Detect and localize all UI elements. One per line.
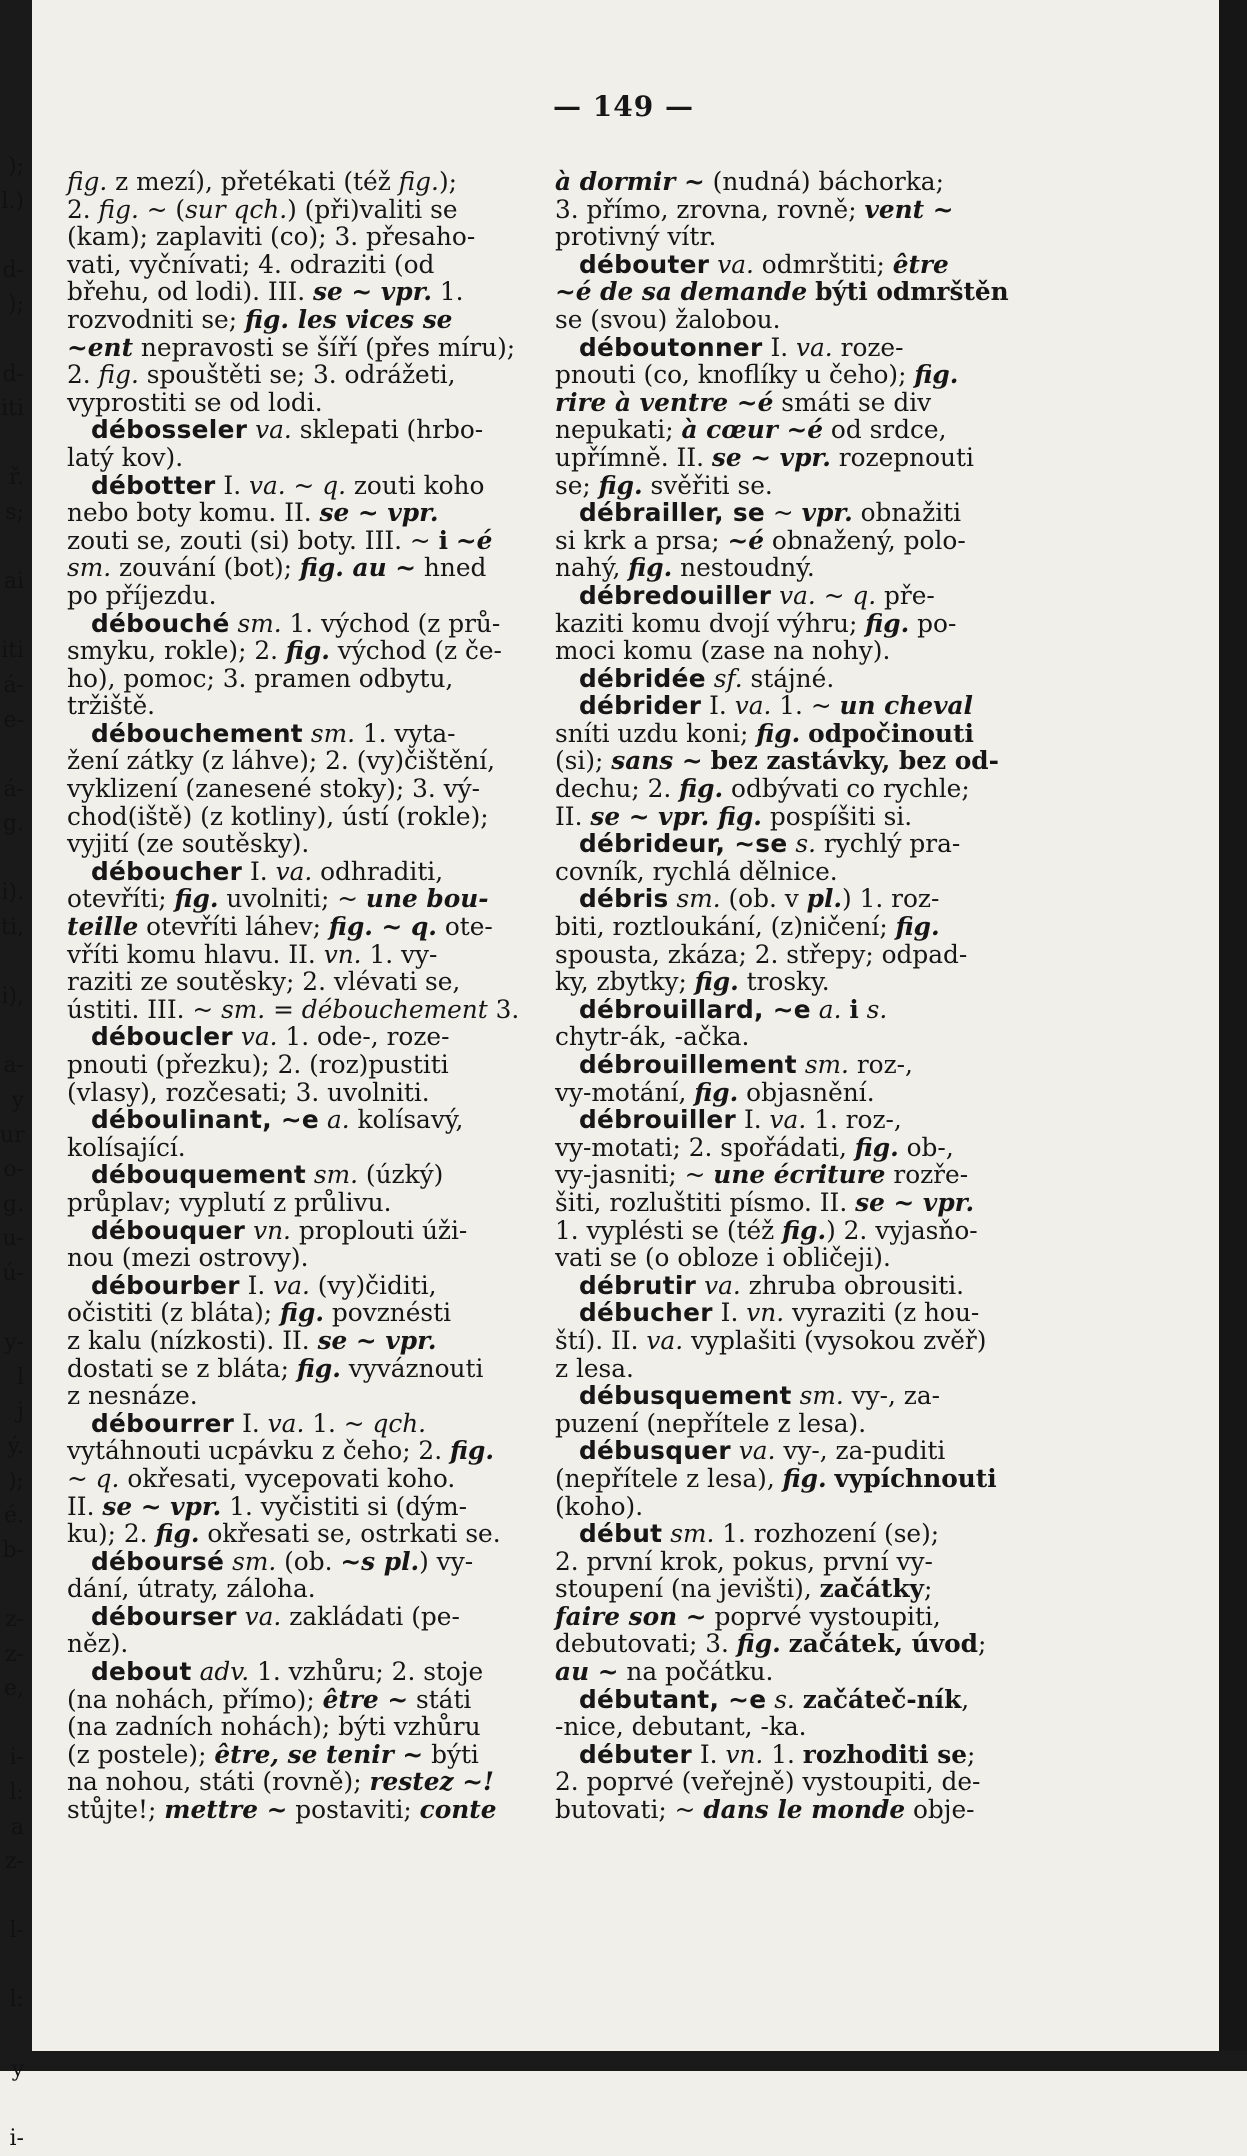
dictionary-line: II. se ~ vpr. 1. vyčistiti si (dým- (67, 1491, 467, 1521)
dictionary-line: z nesnáze. (67, 1381, 198, 1411)
dictionary-line: débucher I. vn. vyraziti (z hou- (579, 1298, 980, 1328)
dictionary-line: débrailler, se ~ vpr. obnažiti (579, 498, 962, 528)
dictionary-line: pnouti (co, knoflíky u čeho); fig. (555, 360, 959, 390)
prev-page-line: i), (1, 984, 24, 1010)
dictionary-line: nebo boty komu. II. se ~ vpr. (67, 498, 439, 528)
dictionary-line: débutant, ~e s. začáteč-ník, (579, 1684, 970, 1714)
prev-page-line: a- (3, 1053, 24, 1079)
prev-page-line: z- (4, 1641, 24, 1667)
dictionary-line: břehu, od lodi). III. se ~ vpr. 1. (67, 277, 464, 307)
prev-page-line: l (16, 1364, 24, 1390)
dictionary-line: débourrer I. va. 1. ~ qch. (91, 1408, 427, 1438)
dictionary-line: ští). II. va. vyplašiti (vysokou zvěř) (555, 1325, 987, 1355)
prev-page-line: ); (8, 1468, 24, 1494)
dictionary-line: debutovati; 3. fig. začátek, úvod; (555, 1629, 987, 1659)
prev-page-line: j (17, 1399, 24, 1425)
dictionary-line: ho), pomoc; 3. pramen odbytu, (67, 663, 454, 693)
dictionary-line: vy-motati; 2. spořádati, fig. ob-, (555, 1132, 954, 1162)
dictionary-line: débouchement sm. 1. vyta- (91, 718, 456, 748)
dictionary-line: puzení (nepřítele z lesa). (555, 1408, 867, 1438)
dictionary-line: nou (mezi ostrovy). (67, 1243, 309, 1273)
prev-page-line (0, 427, 24, 462)
prev-page-line: e, (3, 1676, 24, 1702)
dictionary-line: vyjití (ze soutěsky). (67, 829, 310, 859)
prev-page-line: l: (9, 1779, 24, 1805)
prev-page-line: b- (2, 1537, 24, 1563)
prev-page-line (0, 946, 24, 981)
dictionary-line: 2. první krok, pokus, první vy- (555, 1546, 933, 1576)
dictionary-line: débrouiller I. va. 1. roz-, (579, 1105, 902, 1135)
dictionary-line: (si); sans ~ bez zastávky, bez od- (555, 746, 999, 776)
prev-page-line: y (11, 1088, 24, 1114)
dictionary-line: II. se ~ vpr. fig. pospíšiti si. (555, 801, 913, 831)
dictionary-line: déboucler va. 1. ode-, roze- (91, 1022, 450, 1052)
prev-page-line: ); (8, 292, 24, 318)
dictionary-line: débris sm. (ob. v pl.) 1. roz- (579, 884, 940, 914)
dictionary-line: ústiti. III. ~ sm. = débouchement 3. (67, 994, 520, 1024)
dictionary-line: 2. fig. ~ (sur qch.) (při)valiti se (67, 194, 458, 224)
dictionary-line: ky, zbytky; fig. trosky. (555, 967, 830, 997)
dictionary-line: z kalu (nízkosti). II. se ~ vpr. (67, 1325, 437, 1355)
prev-page-line (0, 1949, 24, 1984)
dictionary-line: dechu; 2. fig. odbývati co rychle; (555, 774, 970, 804)
dictionary-line: butovati; ~ dans le monde obje- (555, 1795, 975, 1825)
dictionary-line: teille otevříti láhev; fig. ~ q. ote- (67, 912, 493, 942)
prev-page-line (0, 1292, 24, 1327)
dictionary-line: rire à ventre ~é smáti se div (555, 387, 932, 417)
previous-page-fragment (0, 150, 25, 2151)
prev-page-line: ú- (2, 1261, 24, 1286)
page-number: — 149 — (553, 90, 694, 123)
bottom-page-edge (0, 2051, 1247, 2071)
dictionary-line: covník, rychlá dělnice. (555, 856, 838, 886)
dictionary-line: débredouiller va. ~ q. pře- (579, 580, 935, 610)
dictionary-line: smyku, rokle); 2. fig. východ (z če- (67, 636, 502, 666)
prev-page-line: a (10, 1814, 24, 1840)
prev-page-line: l.) (1, 188, 24, 214)
dictionary-line: tržiště. (67, 691, 156, 721)
dictionary-line: à dormir ~ (nudná) báchorka; (555, 167, 944, 196)
dictionary-line: (koho). (555, 1491, 644, 1521)
dictionary-line: pnouti (přezku); 2. (roz)pustiti (67, 1050, 449, 1079)
dictionary-line: déboucher I. va. odhraditi, (91, 856, 444, 886)
dictionary-line: moci komu (zase na nohy). (555, 636, 891, 666)
dictionary-line: kolísající. (67, 1132, 186, 1162)
prev-page-line (0, 1880, 24, 1915)
dictionary-line: biti, roztloukání, (z)ničení; fig. (555, 912, 940, 942)
dictionary-line: débusquement sm. vy-, za- (579, 1381, 941, 1411)
prev-page-line: u- (2, 1226, 24, 1252)
prev-page-line: o- (3, 1157, 24, 1183)
dictionary-line: (kam); zaplaviti (co); 3. přesaho- (67, 222, 476, 252)
dictionary-line: vati, vyčnívati; 4. odraziti (od (67, 249, 435, 279)
prev-page-line: ř. (8, 465, 24, 491)
dictionary-line: débusquer va. vy-, za-puditi (579, 1436, 946, 1466)
prev-page-line: iti (1, 396, 24, 422)
prev-page-line (0, 219, 24, 254)
dictionary-line: dání, útraty, záloha. (67, 1574, 316, 1604)
dictionary-line: 1. vyplésti se (též fig.) 2. vyjasňo- (555, 1215, 978, 1245)
dictionary-line: au ~ na počátku. (555, 1657, 774, 1687)
dictionary-line: po příjezdu. (67, 580, 217, 610)
dictionary-line: fig. z mezí), přetékati (též fig.); (67, 167, 457, 196)
dictionary-line: nepukati; à cœur ~é od srdce, (555, 415, 947, 445)
prev-page-line (0, 842, 24, 877)
prev-page-line: ai (3, 569, 24, 595)
dictionary-line: vati se (o obloze i obličeji). (555, 1243, 891, 1273)
dictionary-line: (na nohách, přímo); être ~ státi (67, 1684, 472, 1714)
prev-page-line (0, 1568, 24, 1603)
dictionary-line: (na zadních nohách); býti vzhůru (67, 1712, 481, 1742)
dictionary-line: faire son ~ poprvé vystoupiti, (555, 1601, 941, 1631)
dictionary-line: chod(iště) (z kotliny), ústí (rokle); (67, 801, 489, 831)
dictionary-line: débrouillement sm. roz-, (579, 1050, 913, 1079)
prev-page-line: d- (2, 361, 24, 387)
dictionary-line: débouquement sm. (úzký) (91, 1160, 444, 1190)
prev-page-line (0, 738, 24, 773)
prev-page-line: g. (2, 1191, 24, 1217)
dictionary-line: débrider I. va. 1. ~ un cheval (579, 691, 973, 721)
dictionary-line: raziti ze soutěsky; 2. vlévati se, (67, 967, 461, 997)
dictionary-line: vyprostiti se od lodi. (67, 387, 323, 417)
dictionary-line: stůjte!; mettre ~ postaviti; conte (67, 1795, 497, 1825)
dictionary-line: vy-motání, fig. objasnění. (555, 1077, 875, 1107)
prev-page-line (0, 600, 24, 635)
dictionary-line: débrideur, ~se s. rychlý pra- (579, 829, 961, 859)
prev-page-line: ur (0, 1122, 25, 1148)
dictionary-line: průplav; vyplutí z průlivu. (67, 1187, 392, 1217)
dictionary-line: déboutonner I. va. roze- (579, 332, 904, 362)
dictionary-line: (vlasy), rozčesati; 3. uvolniti. (67, 1077, 430, 1107)
dictionary-line: stoupení (na jevišti), začátky; (555, 1574, 933, 1604)
dictionary-line: déboursé sm. (ob. ~s pl.) vy- (91, 1546, 474, 1576)
dictionary-line: 2. poprvé (veřejně) vystoupiti, de- (555, 1767, 981, 1797)
prev-page-line: l- (9, 1918, 24, 1944)
prev-page-line: z- (4, 1849, 24, 1875)
dictionary-line: débouché sm. 1. východ (z prů- (91, 608, 501, 638)
dictionary-line: na nohou, státi (rovně); restez ~! (67, 1767, 494, 1797)
prev-page-line: y- (4, 1330, 24, 1356)
dictionary-line: žení zátky (z láhve); 2. (vy)čištění, (67, 746, 496, 776)
dictionary-line: rozvodniti se; fig. les vices se (67, 304, 453, 334)
prev-page-line: s; (5, 499, 24, 525)
dictionary-line: ku); 2. fig. okřesati se, ostrkati se. (67, 1519, 501, 1549)
dictionary-line: débourser va. zakládati (pe- (91, 1601, 460, 1631)
dictionary-line: očistiti (z bláta); fig. povznésti (67, 1298, 452, 1328)
prev-page-line: i- (9, 2125, 24, 2151)
dictionary-line: z lesa. (555, 1353, 634, 1383)
prev-page-line: i). (1, 880, 24, 906)
prev-page-line: i- (9, 1745, 24, 1771)
dictionary-line: si krk a prsa; ~é obnažený, polo- (555, 525, 966, 555)
dictionary-line: vyklizení (zanesené stoky); 3. vý- (67, 774, 481, 804)
dictionary-line: sníti uzdu koni; fig. odpočinouti (555, 718, 974, 748)
dictionary-line: spousta, zkáza; 2. střepy; odpad- (555, 939, 968, 969)
dictionary-line: ~ q. okřesati, vycepovati koho. (67, 1463, 456, 1493)
dictionary-line: sm. zouvání (bot); fig. au ~ hned (67, 553, 487, 583)
dictionary-line: débridée sf. stájné. (579, 663, 835, 693)
right-page-edge (1219, 0, 1247, 2071)
prev-page-line: á- (3, 776, 24, 802)
dictionary-line: déboulinant, ~e a. kolísavý, (91, 1105, 464, 1135)
prev-page-line: iti (1, 638, 24, 664)
left-column (67, 168, 537, 1824)
dictionary-line: zouti se, zouti (si) boty. III. ~ i ~é (67, 525, 493, 555)
dictionary-line: otevříti; fig. uvolniti; ~ une bou- (67, 884, 489, 914)
dictionary-line: ~ent nepravosti se šíří (přes míru); (67, 332, 516, 362)
dictionary-line: débouquer vn. proplouti úži- (91, 1215, 468, 1245)
dictionary-line: se (svou) žalobou. (555, 304, 781, 334)
dictionary-line: šiti, rozluštiti písmo. II. se ~ vpr. (555, 1187, 975, 1217)
prev-page-line (0, 531, 24, 566)
dictionary-line: chytr-ák, -ačka. (555, 1022, 750, 1052)
prev-page-line: ý. (7, 1433, 24, 1459)
dictionary-line: vříti komu hlavu. II. vn. 1. vy- (67, 939, 438, 969)
prev-page-line: á- (3, 672, 24, 698)
prev-page-line: l: (9, 1987, 24, 2013)
dictionary-line: débouter va. odmrštiti; être (579, 249, 949, 279)
dictionary-line: latý kov). (67, 442, 184, 472)
dictionary-line: vytáhnouti ucpávku z čeho; 2. fig. (67, 1436, 494, 1466)
dictionary-line: něz). (67, 1629, 129, 1659)
dictionary-line: 3. přímo, zrovna, rovně; vent ~ (555, 194, 954, 224)
prev-page-line: é. (3, 1503, 24, 1529)
dictionary-line: upřímně. II. se ~ vpr. rozepnouti (555, 442, 974, 472)
prev-page-line (0, 2018, 24, 2053)
right-column (555, 168, 1025, 1824)
dictionary-line: protivný vítr. (555, 222, 717, 252)
prev-page-line (0, 323, 24, 358)
dictionary-line: -nice, debutant, -ka. (555, 1712, 807, 1742)
dictionary-line: débotter I. va. ~ q. zouti koho (91, 470, 485, 500)
dictionary-line: ~é de sa demande býti odmrštěn (555, 277, 1009, 307)
dictionary-line: début sm. 1. rozhození (se); (579, 1519, 940, 1549)
prev-page-line: e- (3, 707, 24, 733)
dictionary-line: débuter I. vn. 1. rozhoditi se; (579, 1739, 976, 1769)
dictionary-line: kaziti komu dvojí výhru; fig. po- (555, 608, 957, 638)
prev-page-line: z- (4, 1606, 24, 1632)
prev-page-line: ti, (1, 915, 24, 941)
dictionary-line: débrouillard, ~e a. i s. (579, 994, 888, 1024)
prev-page-line: ); (8, 154, 24, 179)
dictionary-line: débosseler va. sklepati (hrbo- (91, 415, 484, 445)
dictionary-line: débourber I. va. (vy)čiditi, (91, 1270, 437, 1300)
prev-page-line: g. (2, 811, 24, 837)
dictionary-line: (z postele); être, se tenir ~ býti (67, 1739, 479, 1769)
dictionary-line: nahý, fig. nestoudný. (555, 553, 815, 583)
prev-page-line: d- (2, 257, 24, 283)
dictionary-line: (nepřítele z lesa), fig. vypíchnouti (555, 1463, 997, 1493)
dictionary-line: vy-jasniti; ~ une écriture rozře- (555, 1160, 969, 1190)
dictionary-line: 2. fig. spouštěti se; 3. odrážeti, (67, 360, 456, 390)
prev-page-line (0, 1015, 24, 1050)
dictionary-line: debout adv. 1. vzhůru; 2. stoje (91, 1657, 484, 1687)
prev-page-line (0, 2087, 24, 2122)
dictionary-line: débrutir va. zhruba obrousiti. (579, 1270, 965, 1300)
dictionary-line: se; fig. svěřiti se. (555, 470, 773, 500)
prev-page-line (0, 1707, 24, 1742)
prev-page-line: y (11, 2056, 24, 2082)
dictionary-line: dostati se z bláta; fig. vyváznouti (67, 1353, 484, 1383)
